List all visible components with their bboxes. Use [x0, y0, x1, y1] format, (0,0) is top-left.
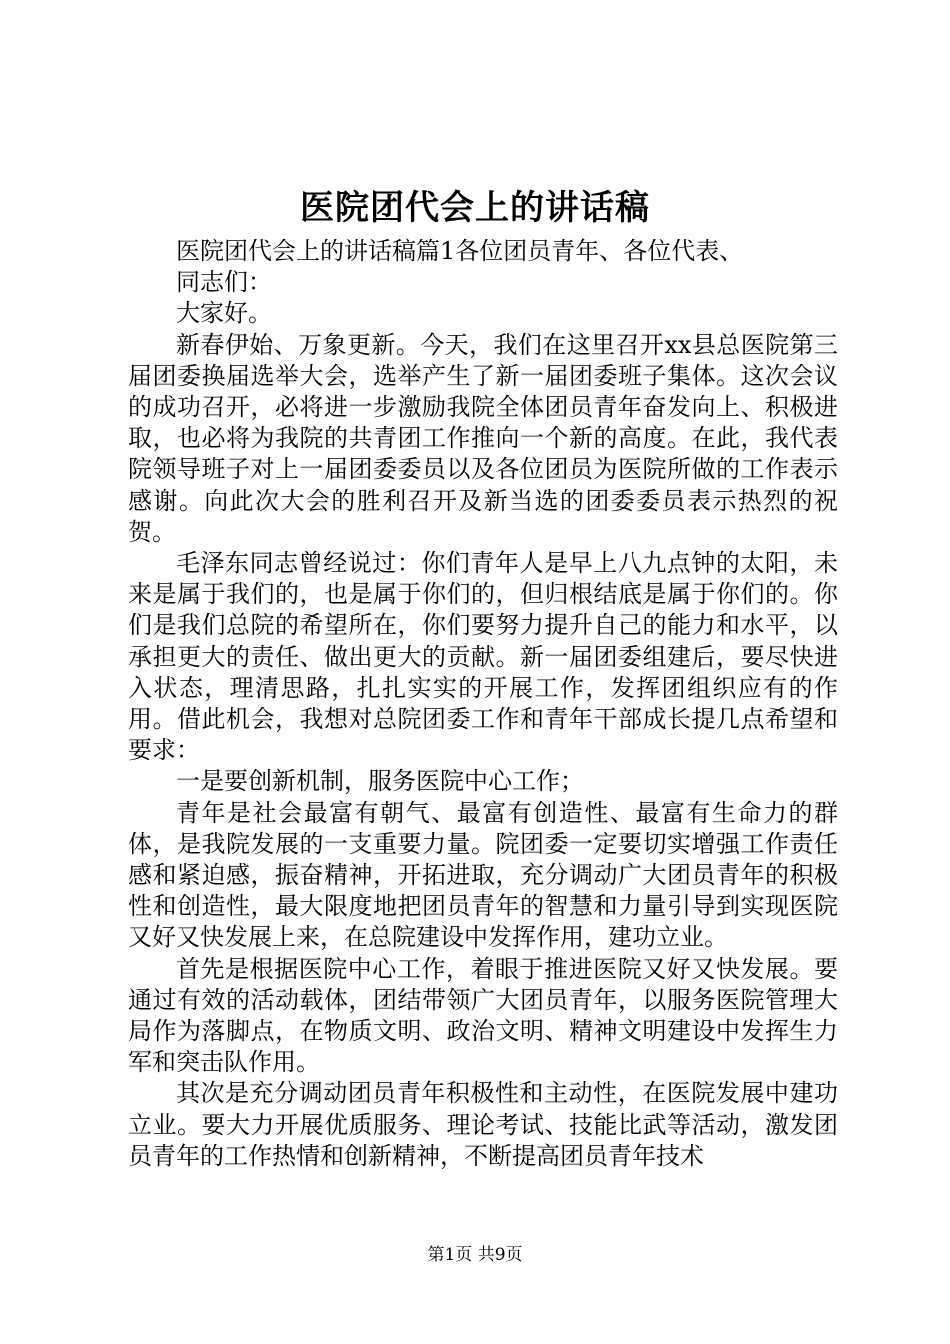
- paragraph: 新春伊始、万象更新。今天，我们在这里召开xx县总医院第三届团委换届选举大会，选举产生了新一届团委班子集体。这次会议的成功召开，必将进一步激励我院全体团员青年奋发向上、积极进取，也必将为我院的共青团工作推向一个新的高度。在此，我代表院领导班子对上一届团委委员以及各位团员为医院所做的工作表示感谢。向此次大会的胜利召开及新当选的团委委员表示热烈的祝贺。: [128, 330, 838, 546]
- paragraph: 大家好。: [176, 299, 272, 328]
- paragraph: 医院团代会上的讲话稿篇1各位团员青年、各位代表、: [176, 237, 744, 265]
- paragraph: 青年是社会最富有朝气、最富有创造性、最富有生命力的群体，是我院发展的一支重要力量。院团委一定要切实增强工作责任感和紧迫感，振奋精神，开拓进取，充分调动广大团员青年的积极性和创造性，最大限度地把团员青年的智慧和力量引导到实现医院又好又快发展上来，在总院建设中发挥作用，建功立业。: [128, 798, 838, 952]
- page-number-footer: 第1页 共9页: [427, 1245, 523, 1265]
- document-body: [128, 236, 838, 1172]
- paragraph: 其次是充分调动团员青年积极性和主动性，在医院发展中建功立业。要大力开展优质服务、理论考试、技能比武等活动，激发团员青年的工作热情和创新精神，不断提高团员青年技术: [128, 1079, 838, 1170]
- page-title: 医院团代会上的讲话稿: [300, 188, 650, 228]
- paragraph: 毛泽东同志曾经说过：你们青年人是早上八九点钟的太阳，未来是属于我们的，也是属于你们的，但归根结底是属于你们的。你们是我们总院的希望所在，你们要努力提升自己的能力和水平，以承担更大的责任、做出更大的贡献。新一届团委组建后，要尽快进入状态，理清思路，扎扎实实的开展工作，发挥团组织应有的作用。借此机会，我想对总院团委工作和青年干部成长提几点希望和要求：: [128, 549, 838, 765]
- paragraph: 同志们：: [176, 268, 272, 297]
- paragraph: 一是要创新机制，服务医院中心工作；: [176, 767, 584, 796]
- paragraph: 首先是根据医院中心工作，着眼于推进医院又好又快发展。要通过有效的活动载体，团结带领广大团员青年，以服务医院管理大局作为落脚点，在物质文明、政治文明、精神文明建设中发挥生力军和突击队作用。: [128, 954, 838, 1077]
